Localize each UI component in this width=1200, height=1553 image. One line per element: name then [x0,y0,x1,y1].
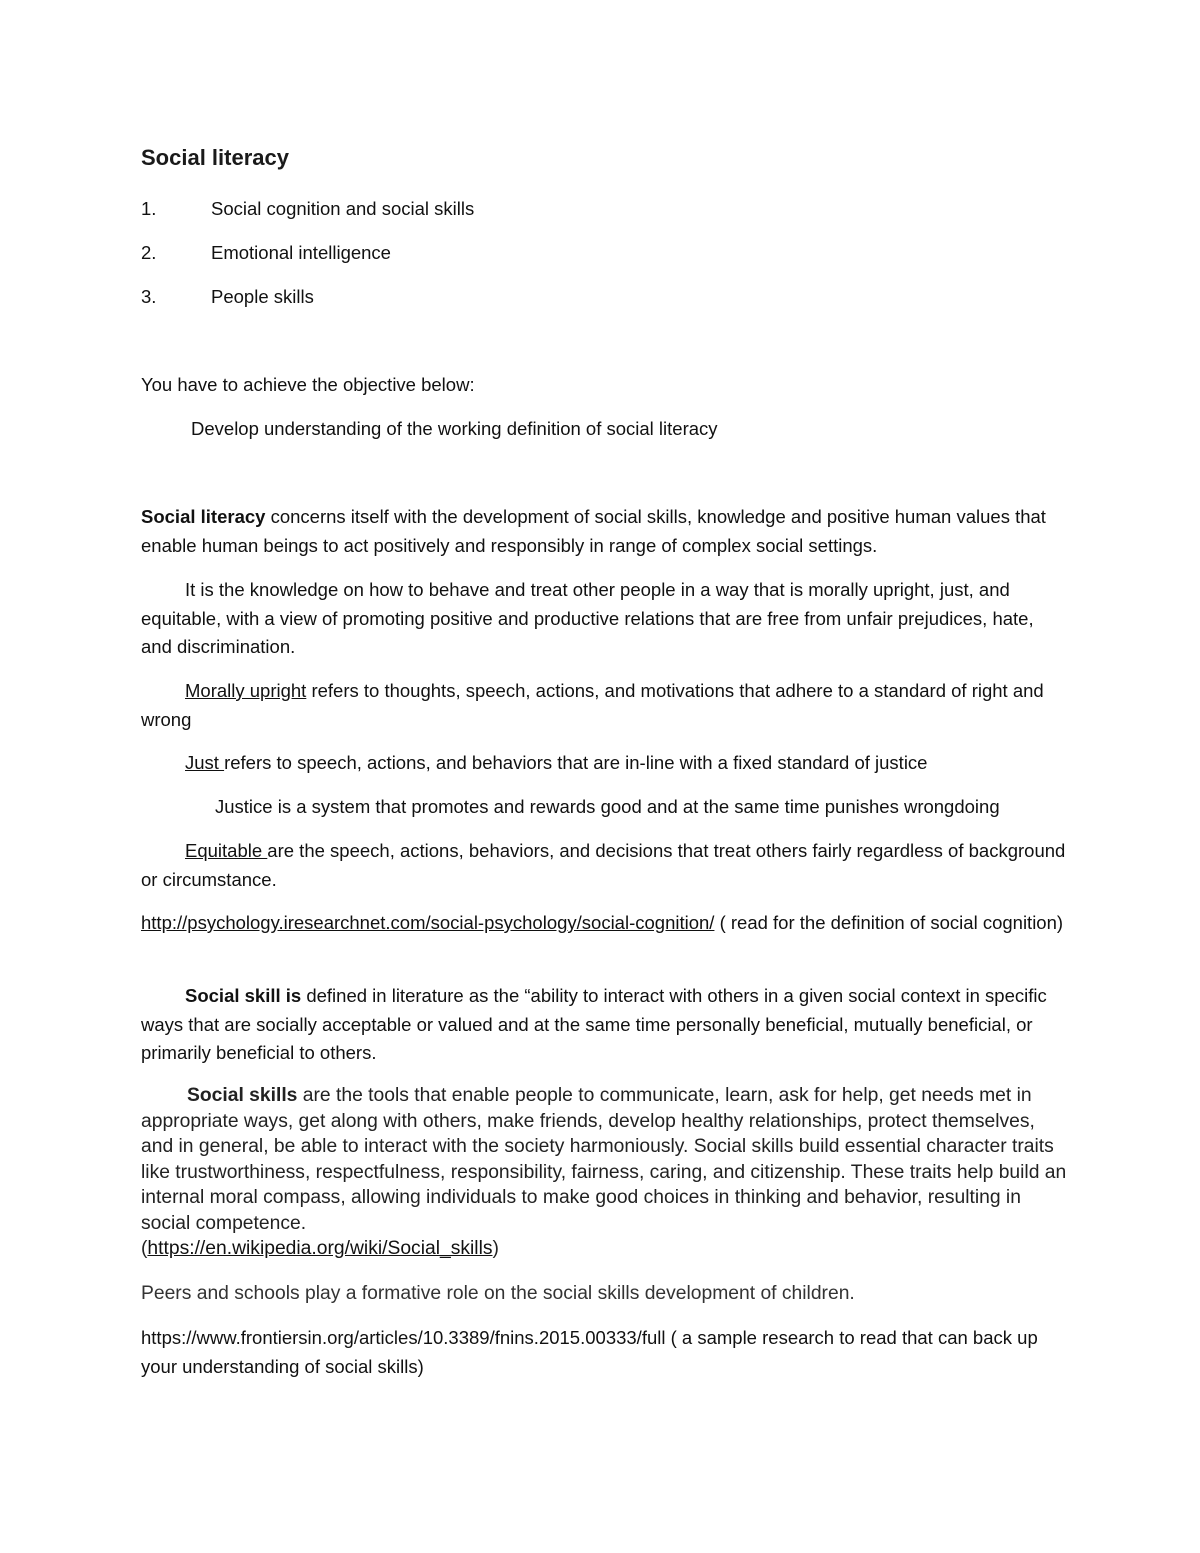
objective-intro: You have to achieve the objective below: [141,374,475,395]
social-skills-paragraph [141,1083,1071,1262]
social-skill-text: defined in literature as the “ability to interact with others in a given social context in specific ways that are socially acceptable or valued and at the same time personally beneficial, mutually beneficial, or primarily beneficial to others. [141,985,1047,1063]
social-literacy-definition [141,503,1066,560]
list-number: 1. [141,198,157,219]
equitable-text: are the speech, actions, behaviors, and decisions that treat others fairly regardless of background or circumstance. [141,840,1066,890]
social-skill-paragraph [141,982,1066,1068]
peers-paragraph: Peers and schools play a formative role on the social skills development of children. [141,1283,855,1304]
social-cognition-link[interactable]: http://psychology.iresearchnet.com/social-psychology/social-cognition/ [141,912,715,933]
just-paragraph [185,749,927,777]
term-just: Just [185,752,225,773]
term-morally-upright: Morally upright [185,680,307,701]
frontiers-note: ( a sample research to read that can back up your understanding of social skills) [141,1327,1038,1377]
open-paren: ( [141,1238,148,1259]
definition-text: concerns itself with the development of social skills, knowledge and positive human values that enable human beings to act positively and responsibly in range of complex social settings. [141,506,1046,556]
page-title: Social literacy [141,145,289,170]
equitable-paragraph [141,837,1066,894]
morally-upright-text: refers to thoughts, speech, actions, and motivations that adhere to a standard of right and wrong [141,680,1044,730]
cognition-note: ( read for the definition of social cognition) [714,912,1064,933]
list-number: 2. [141,242,157,263]
list-item: People skills [211,286,314,307]
close-paren: ) [492,1238,499,1259]
morally-upright-paragraph [141,677,1066,734]
frontiers-link[interactable]: https://www.frontiersin.org/articles/10.3389/fnins.2015.00333/full [141,1327,666,1348]
knowledge-paragraph: It is the knowledge on how to behave and treat other people in a way that is morally upright, just, and equitable, with a view of promoting positive and productive relations that are free from unfair prejudices, hate, and discrimination. [141,579,1034,657]
justice-paragraph: Justice is a system that promotes and rewards good and at the same time punishes wrongdoing [215,796,1000,817]
frontiers-reference [141,1324,1066,1381]
wikipedia-link[interactable]: https://en.wikipedia.org/wiki/Social_skills [147,1238,493,1259]
objective-text: Develop understanding of the working definition of social literacy [191,418,718,439]
term-equitable: Equitable [185,840,268,861]
just-text: refers to speech, actions, and behaviors that are in-line with a fixed standard of justice [224,752,928,773]
list-number: 3. [141,286,157,307]
term-social-literacy: Social literacy [141,506,266,527]
list-item: Emotional intelligence [211,242,391,263]
term-social-skill: Social skill is [185,985,302,1006]
social-skills-text: are the tools that enable people to communicate, learn, ask for help, get needs met in appropriate ways, get along with others, make friends, develop healthy relationships, protect themselves, and in general, be able to interact with the society harmoniously. Social skills build essential character traits like trustworthiness, respectfulness, responsibility, fairness, caring, and citizenship. These traits help build an internal moral compass, allowing individuals to make good choices in thinking and behavior, resulting in social competence. [141,1085,1067,1234]
cognition-reference [141,909,1066,938]
term-social-skills: Social skills [187,1085,298,1106]
list-item: Social cognition and social skills [211,198,475,219]
